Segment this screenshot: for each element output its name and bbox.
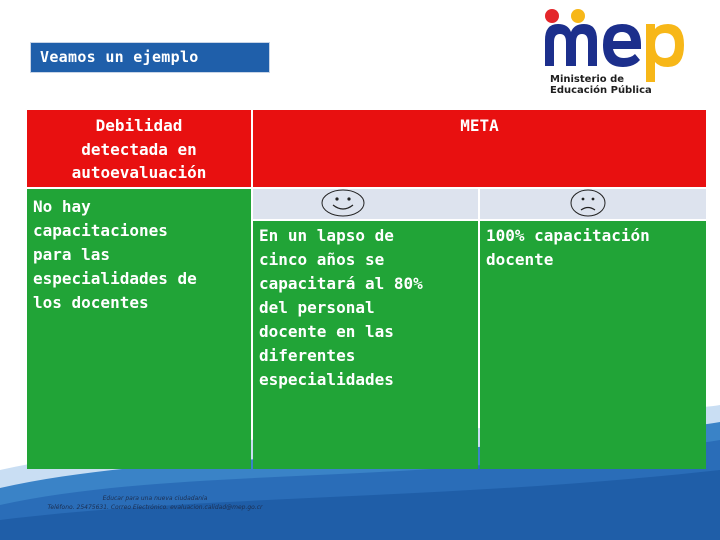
weakness-text: No hay capacitaciones para las especialidades de los docentes bbox=[27, 189, 251, 469]
smiley-face-icon bbox=[253, 189, 478, 219]
logo-subtitle-line1: Ministerio de bbox=[550, 74, 625, 85]
footer-contact: Teléfono. 25475631. Correo Electrónico. evaluacion.calidad@mep.go.cr bbox=[47, 504, 263, 511]
mep-logo bbox=[518, 0, 720, 108]
footer bbox=[30, 494, 280, 512]
sad-face-cell bbox=[480, 189, 706, 219]
goal-text-primary: En un lapso de cinco años se capacitará al 80% del personal docente en las diferentes especialidades bbox=[253, 221, 478, 469]
slide-title: Veamos un ejemplo bbox=[30, 42, 270, 73]
logo-subtitle bbox=[550, 74, 652, 96]
goal-text-secondary: 100% capacitación docente bbox=[480, 221, 706, 469]
sad-face-icon bbox=[480, 189, 706, 219]
footer-slogan: Educar para una nueva ciudadanía bbox=[102, 495, 208, 502]
header-weakness: Debilidad detectada en autoevaluación bbox=[27, 110, 251, 187]
happy-face-cell bbox=[253, 189, 478, 219]
header-goal: META bbox=[253, 110, 706, 187]
logo-subtitle-line2: Educación Pública bbox=[550, 85, 652, 96]
